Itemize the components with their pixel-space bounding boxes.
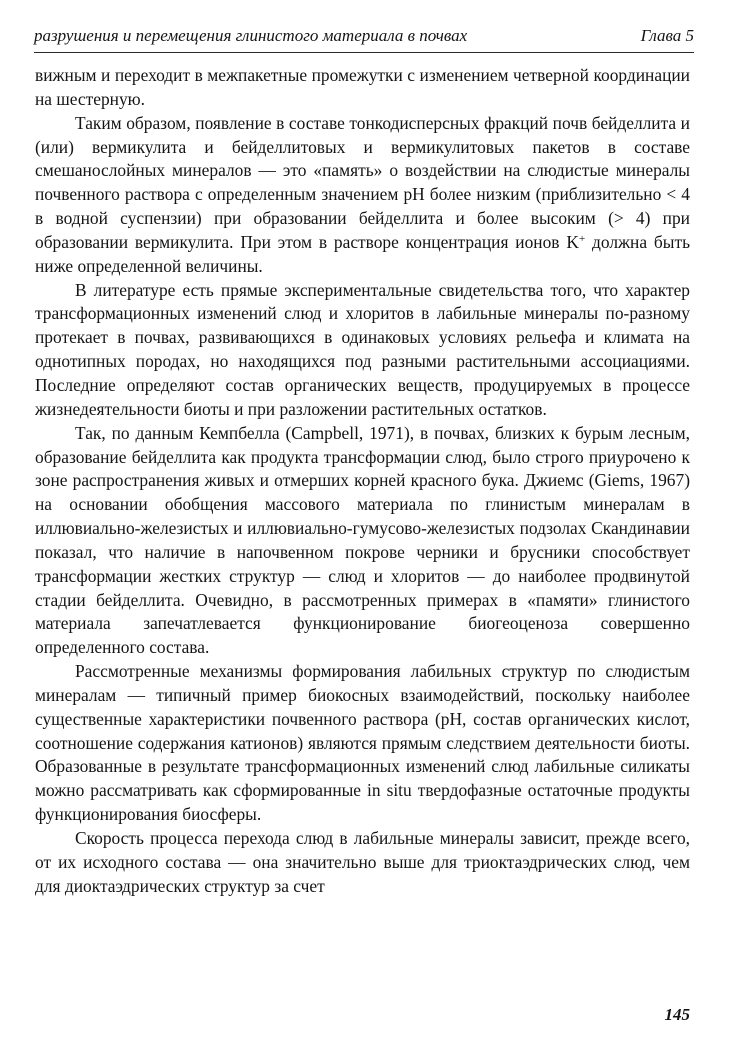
- page-number: 145: [664, 1005, 690, 1024]
- paragraph: В литературе есть прямые экспериментальные свидетельства того, что характер трансформационных изменений слюд и хлоритов в лабильные минералы по-разному протекает в почвах, развивающихся в одинаковых условиях рельефа и климата на однотипных породах, но находящихся под разными растительными ассоциациями. Последние определяют состав органических веществ, продуцируемых в процессе жизнедеятельности биоты и при разложении растительных остатков.: [35, 279, 690, 419]
- running-title: разрушения и перемещения глинистого материала в почвах: [34, 26, 468, 45]
- paragraph-continuation: вижным и переходит в межпакетные промежутки с изменением четверной координации на шестерную.: [35, 65, 690, 109]
- paragraph: Так, по данным Кемпбелла (Campbell, 1971), в почвах, близких к бурым лесным, образование бейделлита как продукта трансформации слюд, было строго приурочено к зоне распространения живых и отмерших корней красного бука. Джиемс (Giems, 1967) на основании обобщения массового материала по глинистым минералам в иллювиально-железистых и иллювиально-гумусово-железистых подзолах Скандинавии показал, что наличие в напочвенном покрове черники и брусники способствует трансформации жестких структур — слюд и хлоритов — до наиболее продвинутой стадии бейделлита. Очевидно, в рассмотренных примерах в «памяти» глинистого материала запечатлевается функционирование биогеоценоза совершенно определенного состава.: [35, 422, 690, 658]
- running-header: [34, 26, 694, 53]
- body-text: [35, 64, 690, 899]
- chapter-label: Глава 5: [640, 26, 694, 45]
- superscript-charge: +: [578, 232, 586, 245]
- paragraph: Таким образом, появление в составе тонкодисперсных фракций почв бейделлита и (или) вермикулита и бейделлитовых и вермикулитовых пакетов в составе смешанослойных минералов — это «память» о воздействии на слюдистые минералы почвенного раствора с определенным значением pH более низким (приблизительно < 4 в водной суспензии) при образовании бейделлита и более высоким (> 4) при образовании вермикулита. При этом в растворе концентрация ионов K+ должна быть ниже определенной величины.: [35, 112, 690, 276]
- paragraph: Рассмотренные механизмы формирования лабильных структур по слюдистым минералам — типичный пример биокосных взаимодействий, поскольку наиболее существенные характеристики почвенного раствора (pH, состав органических кислот, соотношение содержания катионов) являются прямым следствием деятельности биоты. Образованные в результате трансформационных изменений слюд лабильные силикаты можно рассматривать как сформированные in situ твердофазные остаточные продукты функционирования биосферы.: [35, 661, 690, 825]
- paragraph: Скорость процесса перехода слюд в лабильные минералы зависит, прежде всего, от их исходного состава — она значительно выше для триоктаэдрических слюд, чем для диоктаэдрических структур за счет: [35, 828, 690, 896]
